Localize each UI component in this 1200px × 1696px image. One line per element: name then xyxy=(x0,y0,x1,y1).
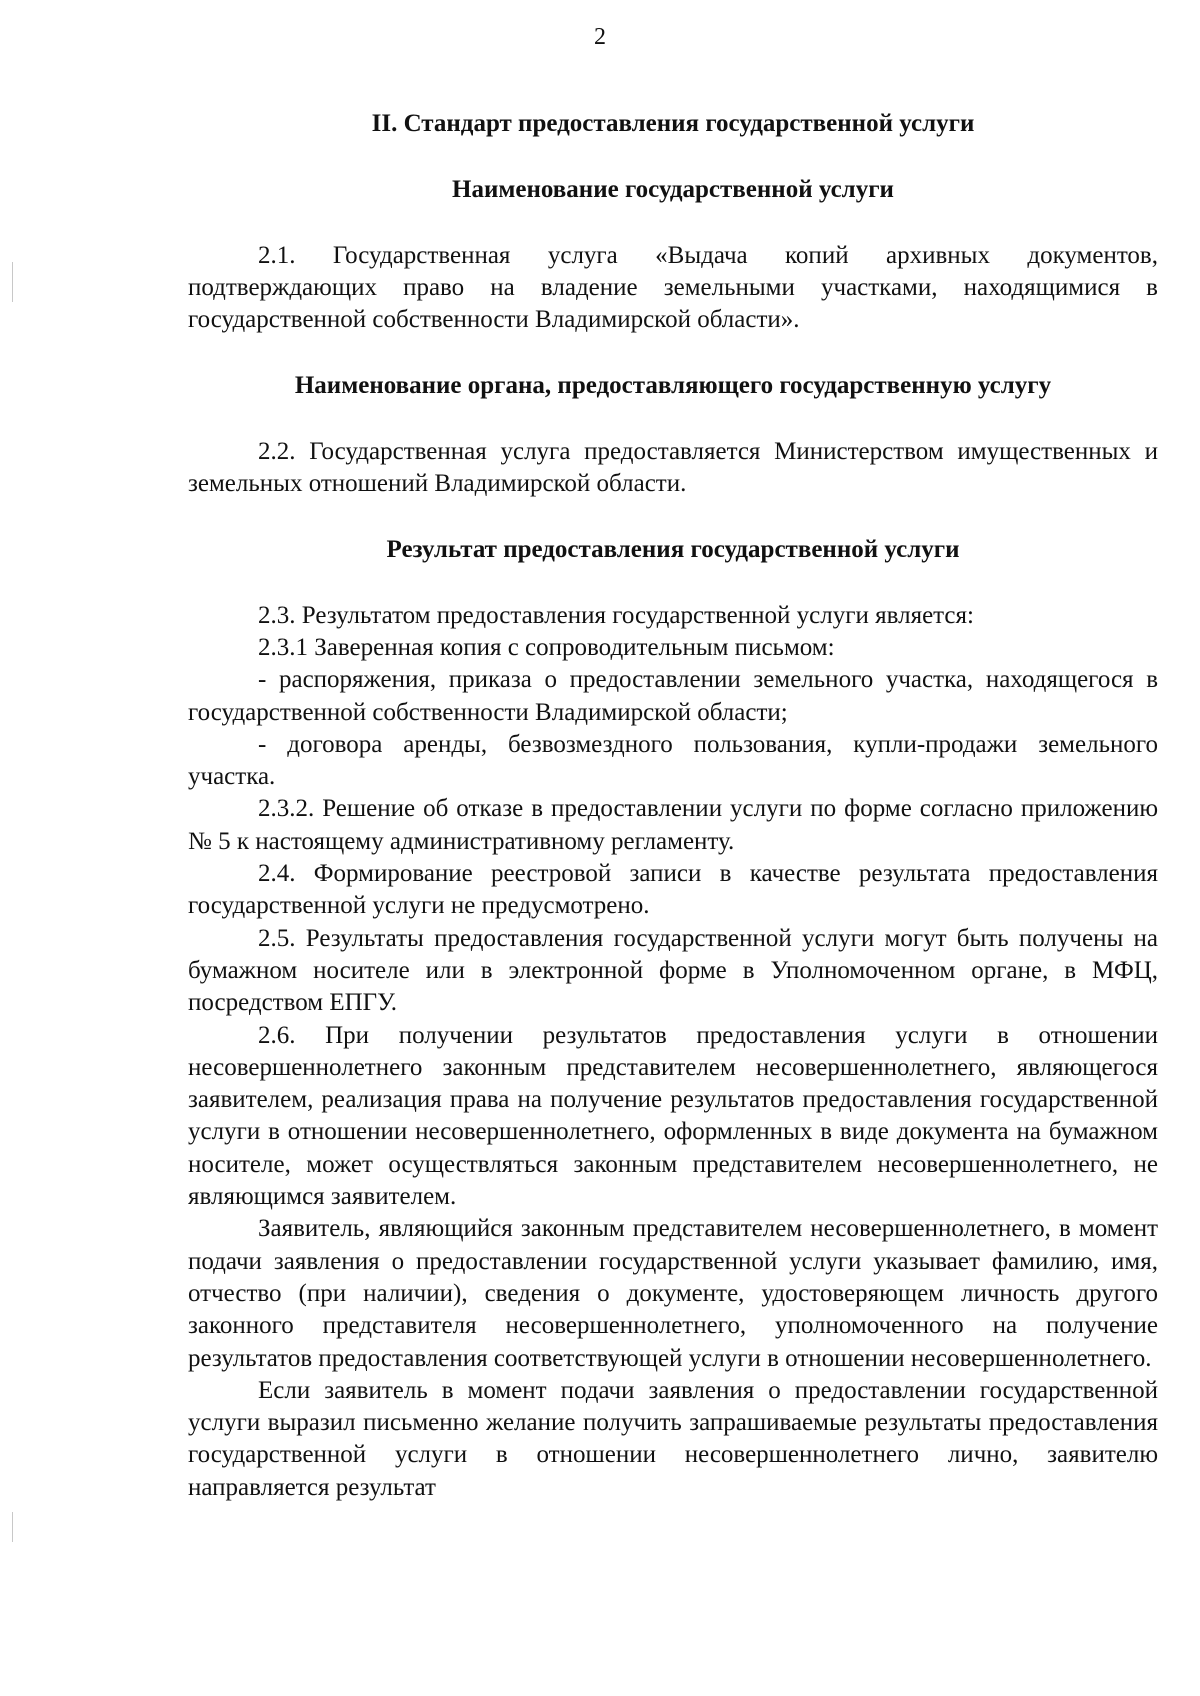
page-number: 2 xyxy=(594,24,606,50)
paragraph-if-applicant: Если заявитель в момент подачи заявления о предоставлении государственной услуги выразил письменно желание получить запрашиваемые результаты предоставления государственной услуги в отношении несовершеннолетнего лично, заявителю направляется результат xyxy=(188,1376,1158,1501)
paragraph-2-6: 2.6. При получении результатов предоставления услуги в отношении несовершеннолетнего законным представителем несовершеннолетнего, являющегося заявителем, реализация права на получение результатов предоставления государственной услуги в отношении несовершеннолетнего, оформленных в виде документа на бумажном носителе, может осуществляться законным представителем несовершеннолетнего, не являющимся заявителем. xyxy=(188,1021,1158,1211)
heading-service-name: Наименование государственной услуги xyxy=(452,176,894,204)
paragraph-2-4: 2.4. Формирование реестровой записи в качестве результата предоставления государственной услуги не предусмотрено. xyxy=(188,860,1158,920)
paragraph-2-5: 2.5. Результаты предоставления государственной услуги могут быть получены на бумажном носителе или в электронной форме в Уполномоченном органе, в МФЦ, посредством ЕПГУ. xyxy=(188,924,1158,1017)
paragraph-applicant: Заявитель, являющийся законным представителем несовершеннолетнего, в момент подачи заявления о предоставлении государственной услуги указывает фамилию, имя, отчество (при наличии), сведения о документе, удостоверяющем личность другого законного представителя несовершеннолетнего, уполномоченного на получение результатов предоставления соответствующей услуги в отношении несовершеннолетнего. xyxy=(188,1215,1158,1372)
heading-authority-name: Наименование органа, предоставляющего государственную услугу xyxy=(294,372,1052,400)
list-item-contract: - договора аренды, безвозмездного пользования, купли-продажи земельного участка. xyxy=(188,730,1158,791)
heading-result: Результат предоставления государственной услуги xyxy=(386,536,960,564)
paragraph-2-3-2: 2.3.2. Решение об отказе в предоставлении услуги по форме согласно приложению № 5 к настоящему административному регламенту. xyxy=(188,795,1158,855)
scan-margin-mark xyxy=(12,1512,13,1542)
scan-margin-mark xyxy=(12,262,13,302)
section-title: II. Стандарт предоставления государственной услуги xyxy=(371,110,975,137)
list-item-order: - распоряжения, приказа о предоставлении земельного участка, находящегося в государственной собственности Владимирской области; xyxy=(188,666,1158,726)
paragraph-2-1: 2.1. Государственная услуга «Выдача копий архивных документов, подтверждающих право на владение земельными участками, находящимися в государственной собственности Владимирской области». xyxy=(188,241,1158,334)
document-body xyxy=(188,108,1158,1504)
paragraph-2-3-1: 2.3.1 Заверенная копия с сопроводительным письмом: xyxy=(258,633,835,661)
paragraph-2-3: 2.3. Результатом предоставления государственной услуги является: xyxy=(258,601,974,629)
paragraph-2-2: 2.2. Государственная услуга предоставляется Министерством имущественных и земельных отношений Владимирской области. xyxy=(188,437,1158,498)
